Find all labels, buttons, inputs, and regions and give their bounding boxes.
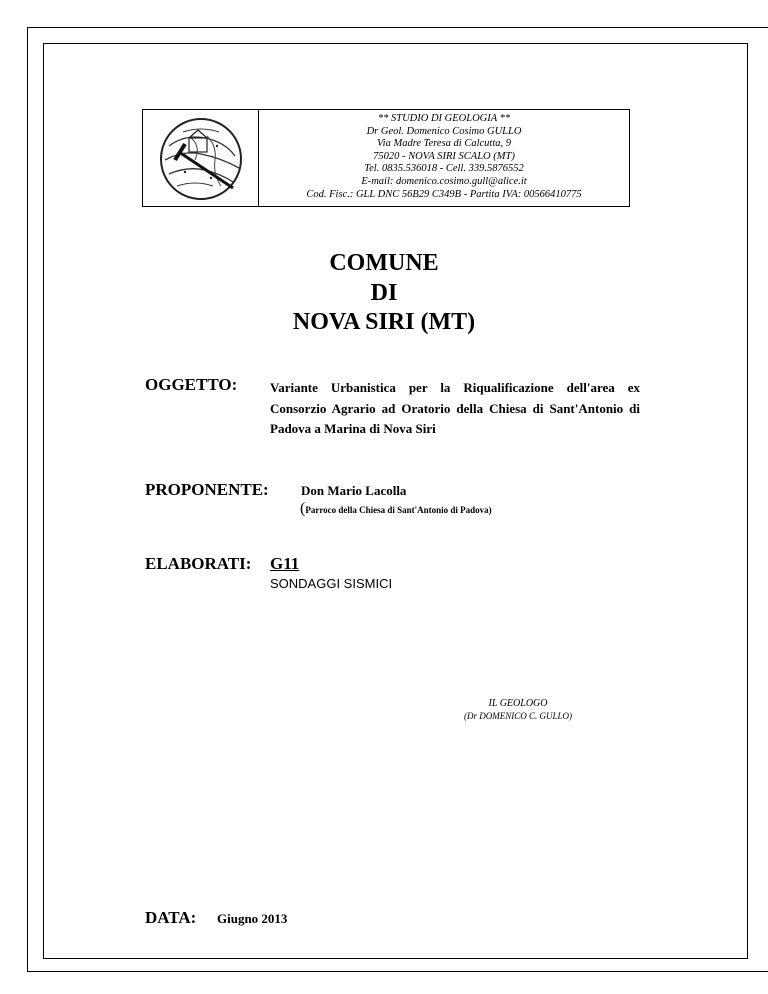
proponente-role [300,500,492,518]
studio-phone: Tel. 0835.536018 - Cell. 339.5876552 [364,163,524,175]
elaborati-label: ELABORATI: [145,554,252,573]
geology-logo-icon [155,116,247,202]
studio-email: E-mail: domenico.cosimo.gull@alice.it [361,175,527,187]
proponente-label: PROPONENTE: [145,480,269,499]
letterhead-box [142,109,630,207]
studio-address: Via Madre Teresa di Calcutta, 9 [377,138,511,150]
open-paren: ( [300,500,306,517]
studio-title: ** STUDIO DI GEOLOGIA ** [377,113,511,124]
studio-info [259,113,629,201]
title-comune: COMUNE [329,250,439,276]
data-label: DATA: [145,908,197,927]
data-date: Giugno 2013 [217,911,288,926]
elaborati-description: SONDAGGI SISMICI [270,576,393,591]
elaborati-code: G11 [270,554,300,573]
oggetto-text: Variante Urbanistica per la Riqualificazione dell'area ex Consorzio Agrario ad Oratorio della Chiesa di Sant'Antonio di Padova a Marina di Nova Siri [270,380,640,436]
studio-fiscal: Cod. Fisc.: GLL DNC 56B29 C349B - Partita IVA: 00566410775 [306,188,582,200]
signature-name: (Dr DOMENICO C. GULLO) [463,711,572,721]
proponente-name: Don Mario Lacolla [301,483,407,498]
studio-name: Dr Geol. Domenico Cosimo GULLO [366,125,522,137]
signature-title: IL GEOLOGO [488,698,548,709]
oggetto-label: OGGETTO: [145,375,238,394]
studio-city: 75020 - NOVA SIRI SCALO (MT) [373,150,515,162]
proponente-role-text: Parroco della Chiesa di Sant'Antonio di Padova) [305,505,492,515]
logo-cell [143,110,259,206]
title-di: DI [370,280,398,306]
title-nova-siri: NOVA SIRI (MT) [292,309,476,335]
